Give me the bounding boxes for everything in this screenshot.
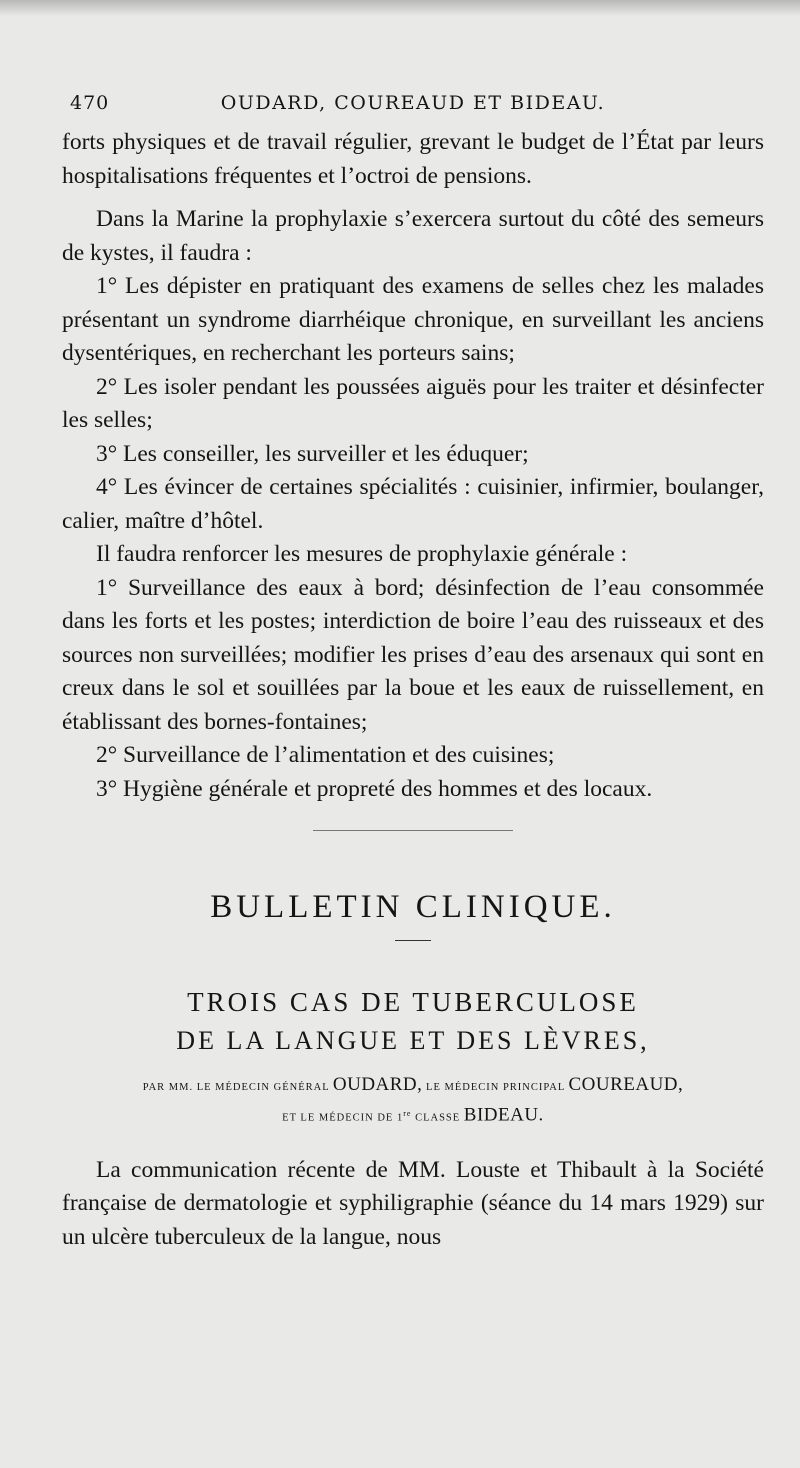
list-item-conseiller: 3° Les conseiller, les surveiller et les éduquer; [96,440,529,467]
heading-rule [395,940,431,941]
paragraph-prophylaxis-intro: Dans la Marine la prophylaxie s’exercera surtout du côté des semeurs de kystes, il faudra : [62,206,764,266]
authors-role3-sup: re [403,1109,412,1118]
paragraph-general-measures: Il faudra renforcer les mesures de prophylaxie générale : [96,541,628,567]
page-number: 470 [70,92,110,114]
running-header [62,92,764,126]
list-item-alimentation: 2° Surveillance de l’alimentation et des cuisines; [96,742,555,768]
list-item-isoler: 2° Les isoler pendant les poussées aiguës pour les traiter et désinfecter les selles; [62,373,764,433]
scan-edge [0,0,800,16]
article-authors [62,1072,764,1132]
author-coureaud: COUREAUD, [568,1074,684,1095]
book-page [62,92,764,1254]
author-oudard: OUDARD, [332,1074,423,1095]
section-heading: BULLETIN CLINIQUE. [210,889,616,925]
list-item-hygiene: 3° Hygiène générale et propreté des hommes et des locaux. [96,775,653,802]
article-intro-paragraph: La communication récente de MM. Louste et Thibault à la Société française de dermatologie et syphiligraphie (séance du 14 mars 1929) sur un ulcère tuberculeux de la langue, nous [62,1156,764,1250]
section-divider [313,830,513,831]
authors-par: PAR MM. LE MÉDECIN GÉNÉRAL [142,1082,330,1093]
author-bideau: BIDEAU. [463,1104,544,1126]
list-item-depister: 1° Les dépister en pratiquant des examens de selles chez les malades présentant un syndrome diarrhéique chronique, en surveillant les anciens dysentériques, en recherchant les porteurs sains; [62,273,764,366]
article-title-line2: DE LA LANGUE ET DES LÈVRES, [176,1026,650,1055]
authors-role3-classe: CLASSE [415,1112,461,1124]
article-title-line1: TROIS CAS DE TUBERCULOSE [187,987,639,1017]
authors-role2: LE MÉDECIN PRINCIPAL [426,1082,565,1093]
list-item-eaux: 1° Surveillance des eaux à bord; désinfection de l’eau consommée dans les forts et les postes; interdiction de boire l’eau des ruisseaux et des sources non surveillées; modifier les prises d’eau des arsenaux qui sont en creux dans le sol et souillées par la boue et les eaux de ruissellement, en établissant des bornes-fontaines; [62,574,764,735]
running-title: OUDARD, COUREAUD ET BIDEAU. [220,92,606,114]
list-item-evincer: 4° Les évincer de certaines spécialités : cuisinier, infirmier, boulanger, calier, maître d’hôtel. [62,474,764,534]
paragraph-continuation: forts physiques et de travail régulier, grevant le budget de l’État par leurs hospitalisations fréquentes et l’octroi de pensions. [62,129,764,189]
authors-role3: ET LE MÉDECIN DE 1 [282,1112,404,1124]
